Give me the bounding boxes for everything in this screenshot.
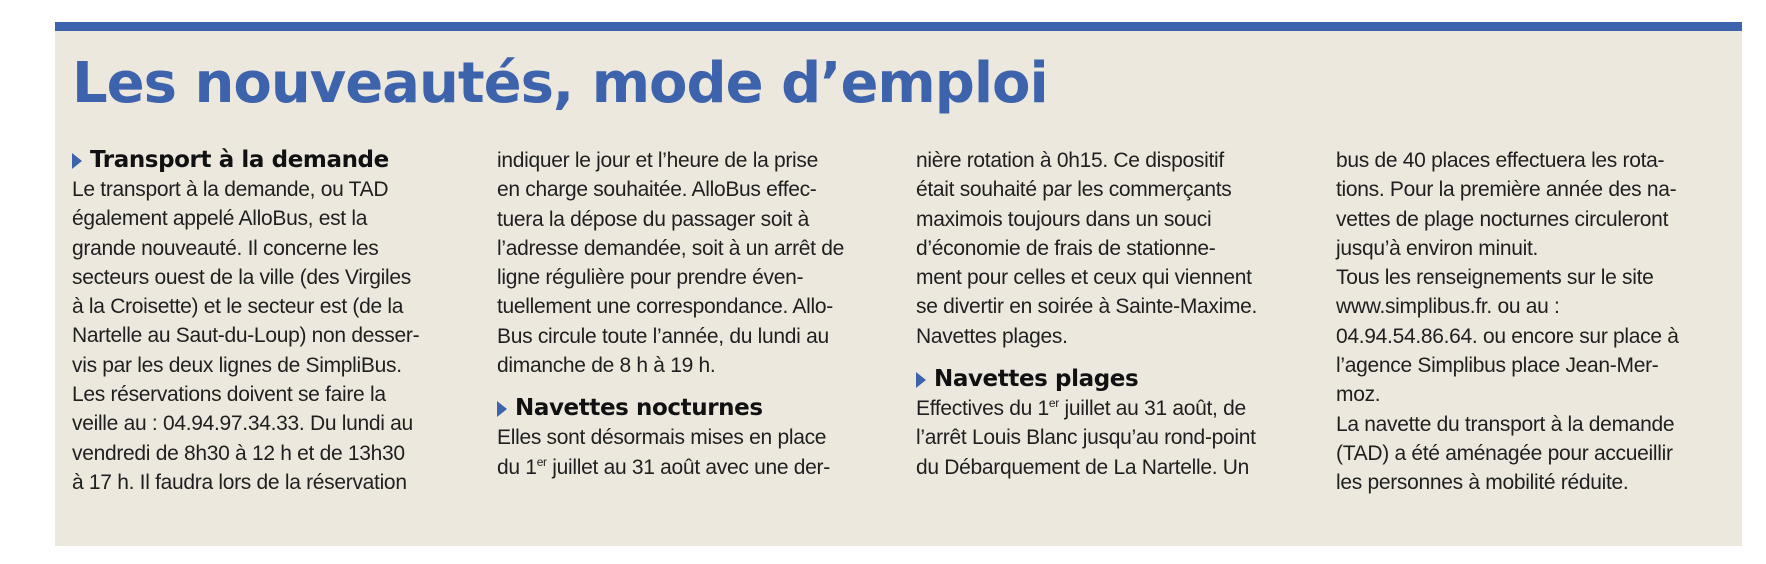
text-line: (TAD) a été aménagée pour accueillir (1336, 441, 1673, 465)
column-2 (497, 146, 897, 482)
paragraph-nocturnes (497, 423, 897, 482)
text-line: Navettes plages. (916, 324, 1068, 348)
text-line: indiquer le jour et l’heure de la prise (497, 149, 818, 172)
text-line: d’économie de frais de stationne- (916, 236, 1216, 260)
heading-text: Navettes plages (934, 366, 1139, 393)
text-line: nière rotation à 0h15. Ce dispositif (916, 149, 1224, 172)
column-4 (1336, 146, 1736, 498)
paragraph-transport-continued (497, 146, 897, 380)
text-line: 04.94.54.86.64. ou encore sur place à (1336, 324, 1679, 348)
text-line: jusqu’à environ minuit. (1336, 236, 1539, 260)
text-line: à la Croisette) et le secteur est (de la (72, 295, 404, 319)
paragraph-transport (72, 175, 472, 497)
triangle-right-icon (72, 153, 82, 169)
text-line: tions. Pour la première année des na- (1336, 178, 1677, 202)
text-line: à 17 h. Il faudra lors de la réservation (72, 470, 407, 494)
section-heading-transport (72, 146, 472, 175)
text-line: bus de 40 places effectuera les rota- (1336, 149, 1665, 172)
text-line: ment pour celles et ceux qui viennent (916, 266, 1252, 290)
text-line: grande nouveauté. Il concerne les (72, 236, 379, 260)
text-line: les personnes à mobilité réduite. (1336, 471, 1629, 495)
text-line: Effectives du 1er juillet au 31 août, de (916, 396, 1246, 421)
paragraph-plages-continued (1336, 146, 1736, 498)
text-line: Bus circule toute l’année, du lundi au (497, 324, 829, 348)
text-line: veille au : 04.94.97.34.33. Du lundi au (72, 412, 413, 436)
text-line: était souhaité par les commerçants (916, 178, 1232, 202)
text-line: du Débarquement de La Nartelle. Un (916, 455, 1250, 479)
text-line: moz. (1336, 383, 1381, 407)
text-line: également appelé AlloBus, est la (72, 207, 368, 231)
article-title: Les nouveautés, mode d’emploi (72, 51, 1048, 116)
text-line: vis par les deux lignes de SimpliBus. (72, 353, 402, 377)
text-line: tuellement une correspondance. Allo- (497, 295, 833, 319)
text-line: La navette du transport à la demande (1336, 412, 1675, 436)
text-line: vendredi de 8h30 à 12 h et de 13h30 (72, 441, 405, 465)
text-line: ligne régulière pour prendre éven- (497, 266, 804, 290)
text-line: se divertir en soirée à Sainte-Maxime. (916, 295, 1258, 319)
triangle-right-icon (497, 401, 507, 417)
section-heading-nocturnes (497, 394, 897, 423)
text-line: dimanche de 8 h à 19 h. (497, 354, 716, 378)
paragraph-plages (916, 394, 1316, 482)
paragraph-nocturnes-continued (916, 146, 1316, 351)
text-line: en charge souhaitée. AlloBus effec- (497, 178, 817, 202)
column-3 (916, 146, 1316, 482)
text-line: du 1er juillet au 31 août avec une der- (497, 454, 830, 479)
text-line: l’arrêt Louis Blanc jusqu’au rond-point (916, 426, 1256, 450)
text-line: Elles sont désormais mises en place (497, 426, 827, 450)
column-1 (72, 146, 472, 497)
triangle-right-icon (916, 372, 926, 388)
text-line: Nartelle au Saut-du-Loup) non desser- (72, 324, 420, 348)
text-line: maximois toujours dans un souci (916, 207, 1212, 231)
text-line: Le transport à la demande, ou TAD (72, 178, 389, 201)
text-line: l’agence Simplibus place Jean-Mer- (1336, 354, 1659, 378)
text-line: tuera la dépose du passager soit à (497, 207, 810, 231)
top-accent-bar (55, 22, 1742, 31)
text-line: Tous les renseignements sur le site (1336, 266, 1654, 290)
article (55, 22, 1742, 546)
heading-text: Navettes nocturnes (515, 395, 763, 422)
heading-text: Transport à la demande (90, 147, 389, 173)
text-line: vettes de plage nocturnes circuleront (1336, 207, 1669, 231)
text-line: secteurs ouest de la ville (des Virgiles (72, 265, 411, 289)
text-line: www.simplibus.fr. ou au : (1336, 295, 1560, 319)
text-line: l’adresse demandée, soit à un arrêt de (497, 236, 844, 260)
section-heading-plages (916, 365, 1316, 394)
text-line: Les réservations doivent se faire la (72, 383, 386, 407)
